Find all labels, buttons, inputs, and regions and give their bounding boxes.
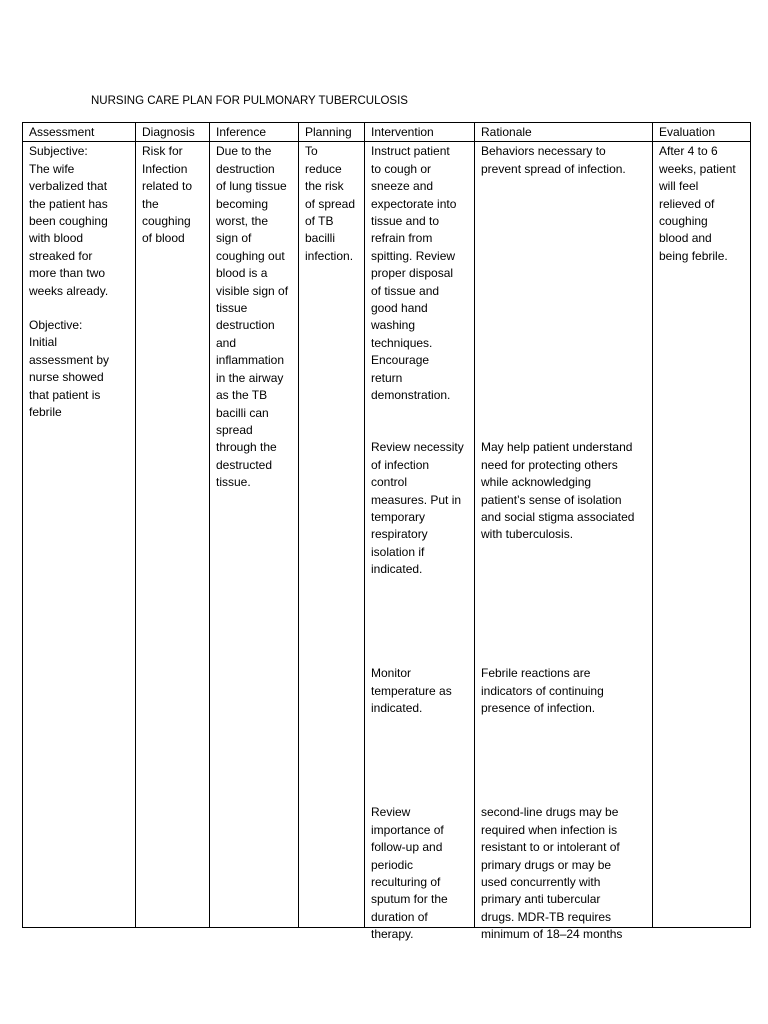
header-assessment: Assessment bbox=[23, 123, 136, 142]
cell-inference bbox=[210, 142, 299, 928]
diagnosis-text: Risk for Infection related to the coughing of blood bbox=[142, 144, 193, 246]
cell-planning bbox=[299, 142, 365, 928]
intervention-item: Review necessity of infection control measures. Put in temporary respiratory isolation if indicated. bbox=[371, 440, 464, 577]
cell-evaluation bbox=[653, 142, 751, 928]
assessment-objective: Objective: Initial assessment by nurse showed that patient is febrile bbox=[29, 318, 110, 420]
intervention-item: Instruct patient to cough or sneeze and expectorate into tissue and to refrain from spitting. Review proper disposal of tissue and good hand washing techniques. Encourage return demonstration. bbox=[371, 144, 457, 403]
evaluation-text: After 4 to 6 weeks, patient will feel relieved of coughing blood and being febrile. bbox=[659, 144, 736, 263]
intervention-item: Review importance of follow-up and periodic reculturing of sputum for the duration of therapy. bbox=[371, 805, 448, 942]
rationale-item: May help patient understand need for protecting others while acknowledging patient’s sense of isolation and social stigma associated with tuberculosis. bbox=[481, 440, 635, 542]
assessment-subjective: Subjective: The wife verbalized that the patient has been coughing with blood streaked for more than two weeks already. bbox=[29, 144, 109, 298]
header-planning: Planning bbox=[299, 123, 365, 142]
header-diagnosis: Diagnosis bbox=[136, 123, 210, 142]
header-evaluation: Evaluation bbox=[653, 123, 751, 142]
table-header-row bbox=[23, 123, 751, 142]
document-title: NURSING CARE PLAN FOR PULMONARY TUBERCULOSIS bbox=[91, 95, 408, 107]
cell-rationale bbox=[475, 142, 653, 942]
intervention-item: Monitor temperature as indicated. bbox=[371, 666, 452, 716]
cell-assessment bbox=[23, 142, 136, 928]
planning-text: To reduce the risk of spread of TB bacilli infection. bbox=[305, 144, 356, 263]
header-intervention: Intervention bbox=[365, 123, 475, 142]
care-plan-table bbox=[22, 122, 751, 942]
header-inference: Inference bbox=[210, 123, 299, 142]
header-rationale: Rationale bbox=[475, 123, 653, 142]
rationale-item: Behaviors necessary to prevent spread of infection. bbox=[481, 144, 626, 176]
table-row bbox=[23, 142, 751, 928]
cell-intervention bbox=[365, 142, 475, 942]
cell-diagnosis bbox=[136, 142, 210, 928]
rationale-item: second-line drugs may be required when infection is resistant to or intolerant of primary drugs or may be used concurrently with primary anti tubercular drugs. MDR-TB requires minimum of 18–24 months bbox=[481, 805, 623, 942]
rationale-item: Febrile reactions are indicators of continuing presence of infection. bbox=[481, 666, 604, 716]
inference-text: Due to the destruction of lung tissue becoming worst, the sign of coughing out blood is a visible sign of tissue destruction and inflammation in the airway as the TB bacilli can spread through the destructed tissue. bbox=[216, 144, 289, 490]
